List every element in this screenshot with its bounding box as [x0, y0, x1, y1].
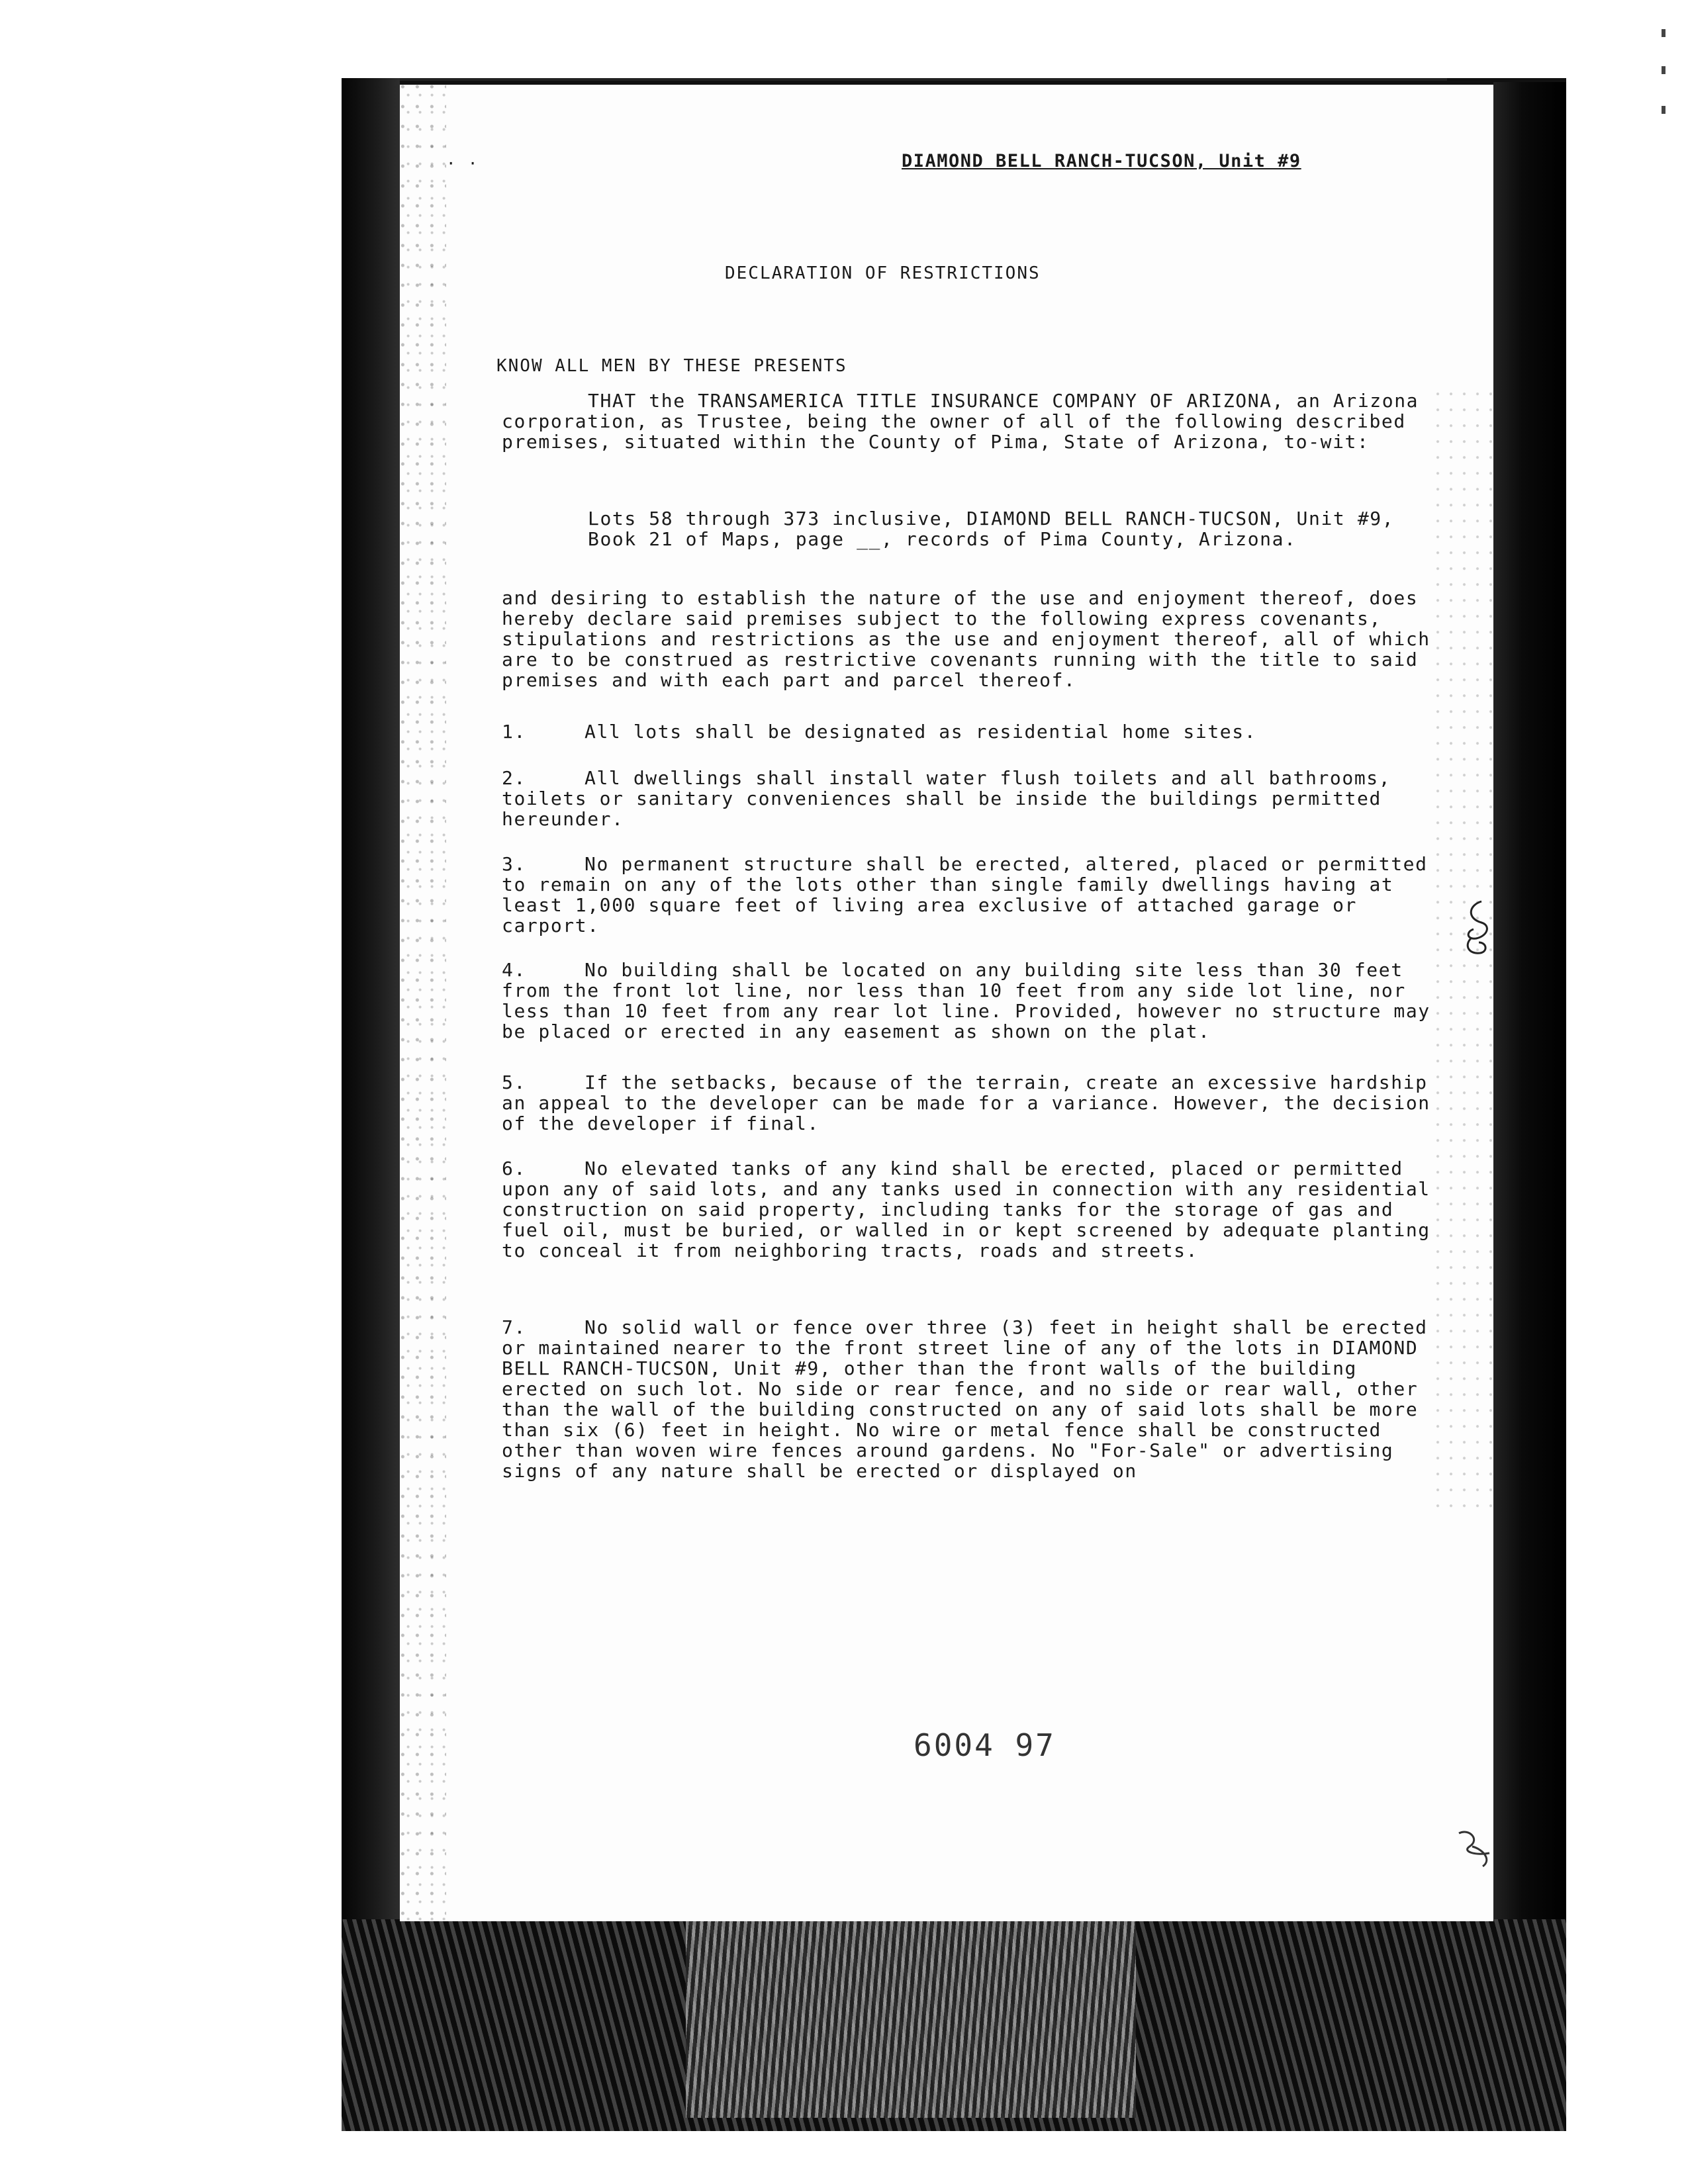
covenant-number: 1. — [502, 721, 526, 743]
covenant-text: No permanent structure shall be erected, altered, placed or permitted to remain on any of the lots other than single family dwellings having at least 1,000 square feet of living area exclusive of attached garage or carport. — [502, 853, 1428, 936]
covenant-number: 6. — [502, 1158, 526, 1179]
covenant-text: No elevated tanks of any kind shall be erected, placed or permitted upon any of said lots, and any tanks used in connection with any residential construction on said property, including tanks for the storage of gas and fuel oil, must be buried, or walled in or kept screened by adequate planting to conceal it from neighboring tracts, roads and streets. — [502, 1158, 1430, 1261]
covenant-item — [502, 1158, 1448, 1261]
covenant-item — [502, 768, 1448, 829]
scan-right-shadow — [1493, 82, 1566, 2131]
scan-bottom-texture — [686, 1919, 1136, 2118]
sheet-speckle-left — [400, 85, 446, 1921]
covenant-item — [502, 1317, 1448, 1481]
covenant-item — [502, 854, 1448, 936]
intro-heading: KNOW ALL MEN BY THESE PRESENTS — [496, 356, 847, 376]
scan-bottom-smudge — [342, 1919, 1566, 2131]
handwritten-scribble-mark — [1456, 1827, 1496, 1869]
scan-left-shadow — [342, 78, 400, 2131]
corner-mark: · · — [446, 154, 479, 173]
covenant-text: If the setbacks, because of the terrain, create an excessive hardship an appeal to the developer can be made for a variance. However, the decision of the developer if final. — [502, 1071, 1430, 1134]
covenant-number: 7. — [502, 1316, 526, 1338]
opening-paragraph: THAT the TRANSAMERICA TITLE INSURANCE COMPANY OF ARIZONA, an Arizona corporation, as Trustee, being the owner of all of the following described premises, situated within the County of Pima, State of Arizona, to-wit: — [502, 390, 1419, 453]
covenant-text: No building shall be located on any building site less than 30 feet from the front lot line, nor less than 10 feet from any side lot line, nor less than 10 feet from any rear lot line. Provided, however no structure may be placed or erected in any easement as shown on the plat. — [502, 959, 1430, 1042]
recording-stamp: 6004 97 — [914, 1727, 1056, 1763]
covenant-number: 2. — [502, 767, 526, 789]
margin-tick — [1662, 66, 1665, 74]
covenant-number: 4. — [502, 959, 526, 981]
margin-tick — [1662, 29, 1665, 37]
scan-top-edge — [388, 78, 1447, 81]
covenant-text: No solid wall or fence over three (3) feet in height shall be erected or maintained nearer to the front street line of any of the lots in DIAMOND BELL RANCH-TUCSON, Unit #9, other than the front walls of the building erected on such lot. No side or rear fence, and no side or rear wall, other than the wall of the building constructed on any of said lots shall be more than six (6) feet in height. No wire or metal fence shall be constructed other than woven wire fences around gardens. No "For-Sale" or advertising signs of any nature shall be erected or displayed on — [502, 1316, 1428, 1482]
document-title: DECLARATION OF RESTRICTIONS — [725, 263, 1041, 283]
lots-description: Lots 58 through 373 inclusive, DIAMOND BELL RANCH-TUCSON, Unit #9, Book 21 of Maps, page __, records of Pima County, Arizona. — [588, 508, 1395, 550]
covenant-number: 5. — [502, 1071, 526, 1093]
margin-tick — [1662, 106, 1665, 114]
covenant-item — [502, 721, 1448, 742]
handwritten-initials-mark — [1462, 899, 1491, 957]
covenant-number: 3. — [502, 853, 526, 875]
covenant-item — [502, 960, 1448, 1042]
covenant-item — [502, 1072, 1448, 1134]
desiring-paragraph: and desiring to establish the nature of the use and enjoyment thereof, does hereby declare said premises subject to the following express covenants, stipulations and restrictions as the use and enjoyment thereof, all of which are to be construed as restrictive covenants running with the title to said premises and with each part and parcel thereof. — [502, 587, 1430, 691]
covenant-text: All lots shall be designated as residential home sites. — [585, 721, 1257, 743]
covenant-text: All dwellings shall install water flush toilets and all bathrooms, toilets or sanitary conveniences shall be inside the buildings permitted hereunder. — [502, 767, 1391, 830]
document-header: DIAMOND BELL RANCH-TUCSON, Unit #9 — [902, 151, 1301, 171]
